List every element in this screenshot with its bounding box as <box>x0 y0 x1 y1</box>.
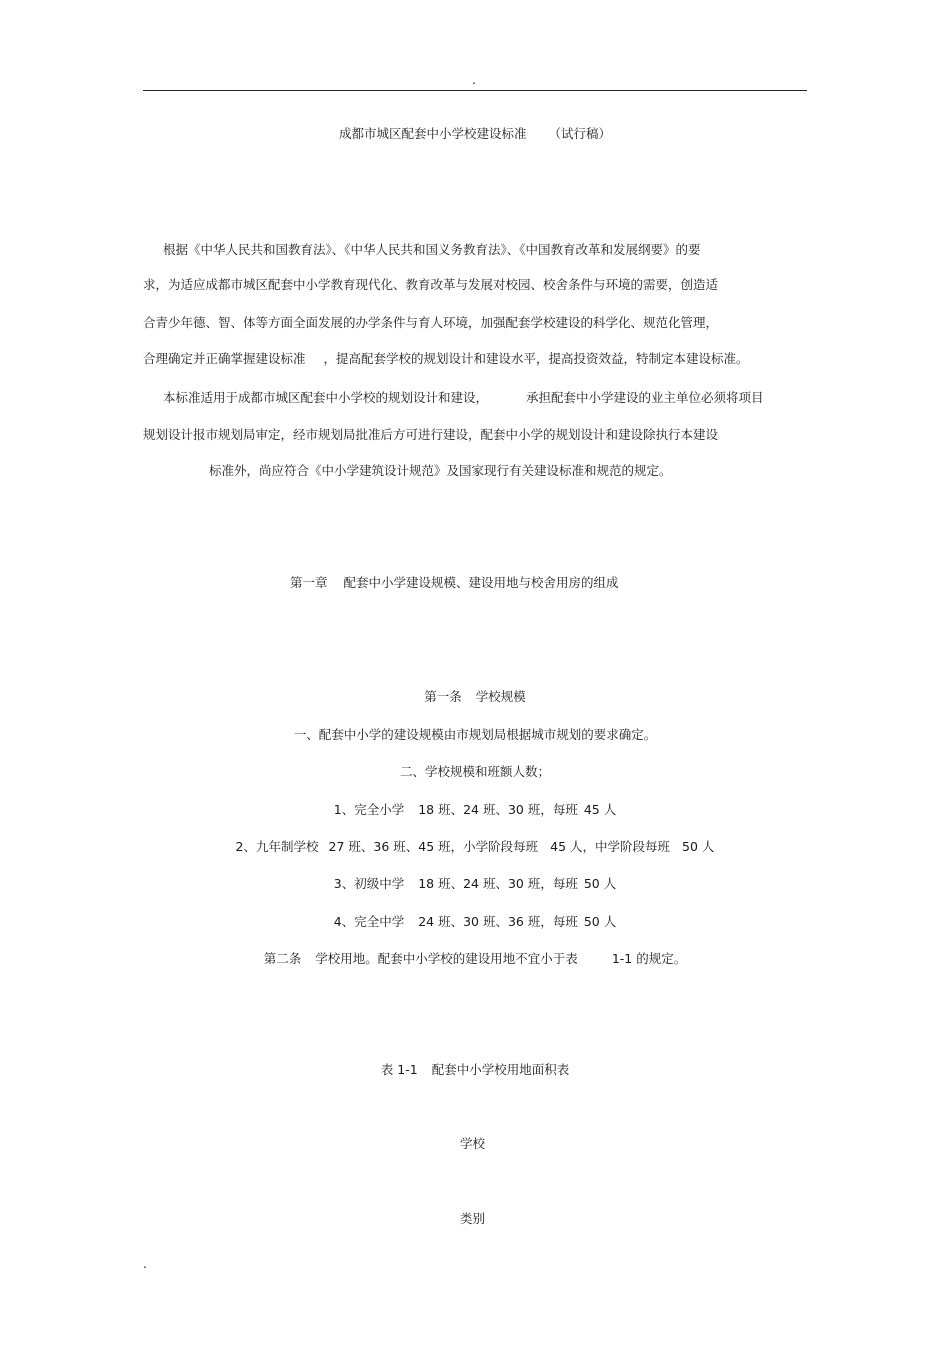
header-mark: . <box>472 73 476 87</box>
intro-p2-line3: 标准外，尚应符合《中小学建筑设计规范》及国家现行有关建设标准和规范的规定。 <box>209 463 672 478</box>
intro-p1-line2: 求，为适应成都市城区配套中小学教育现代化、教育改革与发展对校园、校舍条件与环境的需要，创造适 <box>143 277 719 292</box>
table-header-line1: 学校 <box>460 1136 486 1151</box>
intro-p2-line2: 规划设计报市规划局审定，经市规划局批准后方可进行建设，配套中小学的规划设计和建设除执行本建设 <box>143 427 719 442</box>
intro-p1-line4: 合理确定并正确掌握建设标准 ，提高配套学校的规划设计和建设水平，提高投资效益，特制定本建设标准。 <box>143 351 749 366</box>
article1-item1: 一、配套中小学的建设规模由市规划局根据城市规划的要求确定。 <box>293 727 657 742</box>
scale-item-2: 2、九年制学校 27 班、36 班、45 班，小学阶段每班 45 人，中学阶段每班 50 人 <box>235 839 715 854</box>
chapter-heading <box>290 575 619 591</box>
document-title-note: （试行稿） <box>548 126 612 141</box>
document-title <box>0 126 950 142</box>
article1-item2: 二、学校规模和班额人数； <box>399 764 550 779</box>
footer-mark: . <box>143 1257 147 1271</box>
article1-heading: 第一条 学校规模 <box>424 689 526 704</box>
chapter-title: 配套中小学建设规模、建设用地与校舍用房的组成 <box>343 575 619 590</box>
scale-item-3: 3、初级中学 18 班、24 班、30 班，每班 50 人 <box>333 876 617 891</box>
intro-p2-line1: 本标准适用于成都市城区配套中小学校的规划设计和建设， 承担配套中小学建设的业主单位必须将项目 <box>163 390 764 405</box>
scale-item-4: 4、完全中学 24 班、30 班、36 班，每班 50 人 <box>333 914 617 929</box>
intro-p1-line1: 根据《中华人民共和国教育法》、《中华人民共和国义务教育法》、《中国教育改革和发展纲要》的要 <box>163 242 701 257</box>
article2-text: 第二条 学校用地。配套中小学校的建设用地不宜小于表 1-1 的规定。 <box>263 951 687 966</box>
table-caption: 表 1-1 配套中小学校用地面积表 <box>380 1062 570 1077</box>
chapter-number: 第一章 <box>290 575 328 590</box>
scale-item-1: 1、完全小学 18 班、24 班、30 班，每班 45 人 <box>333 802 617 817</box>
table-header-line2: 类别 <box>460 1211 486 1226</box>
header-rule <box>143 90 807 91</box>
document-title-main: 成都市城区配套中小学校建设标准 <box>338 126 527 141</box>
intro-p1-line3: 合青少年德、智、体等方面全面发展的办学条件与育人环境，加强配套学校建设的科学化、规范化管理， <box>143 315 719 330</box>
